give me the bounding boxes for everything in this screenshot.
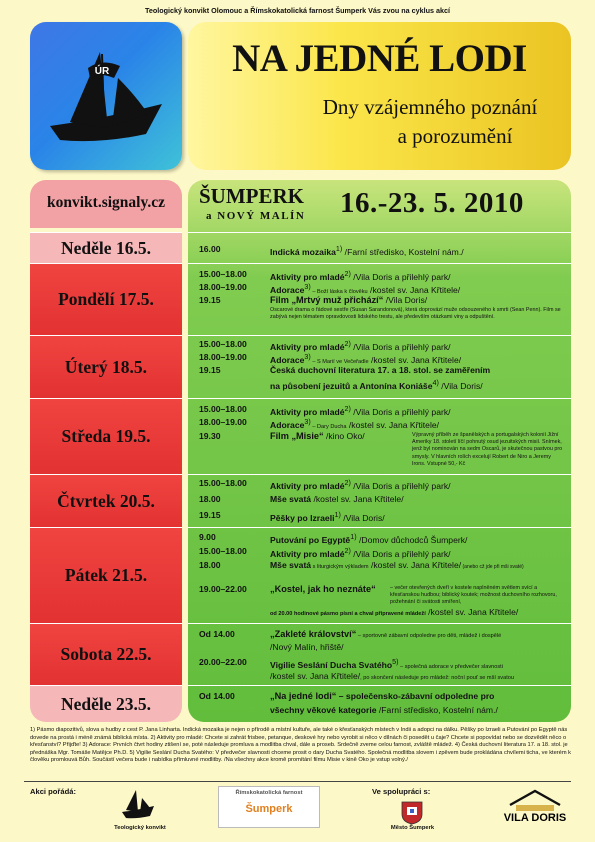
partner1-caption: Město Šumperk	[390, 825, 435, 831]
ship-logo-icon	[30, 22, 182, 170]
event-entry: Mše svatá /kostel sv. Jana Křtitele/	[270, 494, 404, 504]
event-time: Od 14.00	[199, 691, 235, 701]
day-monday-17	[30, 263, 182, 335]
event-entry: Aktivity pro mladé$^{2)}$ /Vila Doris a přilehlý park/	[270, 340, 451, 352]
org1-caption: Teologický konvikt	[114, 825, 166, 831]
event-time: 16.00	[199, 244, 221, 254]
day-friday-21	[30, 527, 182, 623]
event-entry: Pěšky po Izraeli$^{1)}$ /Vila Doris/	[270, 511, 385, 523]
event-entry: /Nový Malín, hřiště/	[270, 642, 344, 652]
day-label: Pátek 21.5.	[64, 565, 148, 585]
ship-icon	[118, 786, 158, 822]
event-entry: od 20.00 hodinové pásmo písní a chval připravené mládeží /kostel sv. Jana Křtitele/	[270, 607, 519, 617]
event-entry: Film „Mrtvý muž přichází“ /Vila Doris/	[270, 295, 428, 305]
event-time: 9.00	[199, 532, 216, 542]
subtitle-line1: Dny vzájemného poznání	[322, 95, 538, 119]
row-divider	[188, 232, 571, 233]
event-entry: Adorace$^{3)}$ – Boží láska k člověku /kostel sv. Jana Křtitele/	[270, 283, 461, 295]
day-tuesday-18	[30, 335, 182, 398]
event-time: 19.15	[199, 365, 221, 375]
city-secondary: a NOVÝ MALÍN	[206, 210, 306, 222]
event-time: 15.00–18.00	[199, 404, 247, 414]
day-label: Pondělí 17.5.	[58, 289, 154, 309]
day-label: Neděle 23.5.	[61, 693, 151, 714]
event-entry: Aktivity pro mladé$^{2)}$ /Vila Doris a přilehlý park/	[270, 270, 451, 282]
event-entry: všechny věkové kategorie /Farní středisko, Kostelní nám./	[270, 705, 498, 715]
event-time: 15.00–18.00	[199, 339, 247, 349]
parish-logo	[218, 786, 320, 828]
event-dates: 16.-23. 5. 2010	[340, 187, 524, 219]
footnotes: 1) Pásmo diapozitivů, slova a hudby z cest P. Jana Linharta. Indická mozaika je nejen o přírodě a místní kultuře, ale také o křesťanských místech v Indii a adopci na dálku. Pěšky po Izraeli a Putování po Egyptě nás dovede na prostá i méně známá biblická místa. 2) Aktivity pro mladé: Chcete si zahrát frisbee, petanque, deskové hry nebo vyrobit si něco v dílnách či posedět u čaje? Chcete si popovídat nebo se dozvědět něco o křesťanství? Přijďte! 3) Adorace: Prvních čtvrt hodiny ztišení se, poté následuje promluva a modlitba chval, dále a proseb. Srdečně zveme celou farnost, zvláště mládež. 4) Česká duchovní literatura 17. a 18. stol. je přednáška Mgr. Tomáše Matějce Ph.D. 5) Vigilie Seslání Ducha Svatého: V předvečer slavnosti chceme prosit o dary Ducha Svatého. Společná modlitba slovem i zpěvem bude prokládána chvílemi ticha, ve kterém k člověku promlouvá Bůh. Součástí večera bude i nabídka přímluvné modlitby. /Na všechny akce kromě promítání filmu Misie v kině Oko je vstup volný./	[30, 727, 572, 764]
event-time: Od 14.00	[199, 629, 235, 639]
day-label: Neděle 16.5.	[61, 237, 151, 258]
event-entry: Mše svatá s liturgickým výkladem /kostel sv. Jana Křtitele/ (anebo cž jde při mši svaté)	[270, 560, 524, 570]
event-entry: Aktivity pro mladé$^{2)}$ /Vila Doris a přilehlý park/	[270, 547, 451, 559]
partners-label: Ve spolupráci s:	[372, 787, 431, 796]
event-time: 20.00–22.00	[199, 657, 247, 667]
day-label: Středa 19.5.	[61, 426, 151, 446]
subtitle-line2: a porozumění	[397, 124, 513, 148]
event-time: 19.15	[199, 295, 221, 305]
org2-caption-bottom: Šumperk	[245, 803, 293, 815]
row-divider	[188, 263, 571, 264]
event-entry: Vigilie Seslání Ducha Svatého$^{5)}$ – společná adorace v předvečer slavnosti	[270, 658, 503, 670]
event-entry: „Zakleté království“ – sportovně zábavní odpoledne pro děti, mládež i dospělé	[270, 629, 502, 639]
row-divider	[188, 335, 571, 336]
day-sunday-23	[30, 685, 182, 722]
event-time: 15.00–18.00	[199, 546, 247, 556]
day-thursday-20	[30, 474, 182, 527]
konvikt-logo	[30, 22, 182, 170]
logo-text: ÚR	[94, 66, 110, 77]
event-description: – večer otevřených dveří v kostele naplněném světlem svící a křesťanskou hudbou; biblický koutek; možnost duchovního rozhovoru, požehnání či svátosti smíření,	[390, 585, 557, 606]
event-time: 19.15	[199, 510, 221, 520]
day-label: Úterý 18.5.	[64, 356, 148, 377]
event-title: NA JEDNÉ LODI	[232, 37, 527, 80]
event-entry: „Kostel, jak ho neznáte“	[270, 584, 376, 594]
event-time: 19.30	[199, 431, 221, 441]
event-entry: Aktivity pro mladé$^{2)}$ /Vila Doris a přilehlý park/	[270, 479, 451, 491]
row-divider	[188, 623, 571, 624]
event-entry: Adorace$^{3)}$ – S Marií ve Večeřadle /kostel sv. Jana Křtitele/	[270, 353, 462, 365]
event-time: 19.00–22.00	[199, 584, 247, 594]
row-divider	[188, 398, 571, 399]
event-time: 18.00	[199, 494, 221, 504]
event-entry: Putování po Egyptě$^{1)}$ /Domov důchodců Šumperk/	[270, 533, 468, 545]
event-entry: Aktivity pro mladé$^{2)}$ /Vila Doris a přilehlý park/	[270, 405, 451, 417]
event-entry: Indická mozaika$^{1)}$ /Farní středisko, Kostelní nám./	[270, 245, 464, 257]
event-description: Oscarové drama o řádové sestře (Susan Sarandonová), která doprovází muže odsouzeného k smrti (Sean Penn). Film se zabývá nejen tématem opravdovosti lidského trestu, ale především otázkami viny a odpuštění.	[270, 307, 561, 321]
organizer-label: Akci pořádá:	[30, 787, 76, 796]
day-label: Sobota 22.5.	[60, 644, 152, 664]
event-description: Výpravný příběh ze španělských a portugalských kolonií Jižní Ameriky 18. století líčí pohnutý osud jezuitských misií. Snímek, jenž byl nominován na sedm Oscarů, je skutečnou pastvou pro smysly. V hlavních rolích excelují Robert de Niro a Jeremy Irons. Vstupné 50,- Kč	[412, 432, 563, 467]
vila-doris-logo	[502, 789, 568, 830]
row-divider	[188, 527, 571, 528]
event-entry: na působení jezuitů a Antonína Koniáše$^{4)}$ /Vila Doris/	[270, 379, 483, 391]
footer-divider	[24, 781, 571, 782]
row-divider	[188, 474, 571, 475]
day-label: Čtvrtek 20.5.	[57, 490, 155, 511]
event-entry: Film „Misie“ /kino Oko/	[270, 431, 365, 441]
day-saturday-22	[30, 623, 182, 685]
day-wednesday-19	[30, 398, 182, 474]
top-invitation-line: Teologický konvikt Olomouc a Římskokatolická farnost Šumperk Vás zvou na cyklus akcí	[144, 6, 451, 15]
org2-caption-top: Římskokatolická farnost	[235, 790, 303, 796]
day-sunday-16	[30, 232, 182, 263]
event-time: 18.00–19.00	[199, 417, 247, 427]
event-entry: Adorace$^{3)}$ – Dary Ducha /kostel sv. Jana Křtitele/	[270, 418, 440, 430]
row-divider	[188, 685, 571, 686]
event-time: 15.00–18.00	[199, 269, 247, 279]
partner2-caption: VILA DORIS	[503, 812, 567, 824]
event-time: 18.00	[199, 560, 221, 570]
event-time: 18.00–19.00	[199, 352, 247, 362]
event-entry: „Na jedné lodi“ – společensko-zábavní odpoledne pro	[270, 691, 495, 701]
city-name: ŠUMPERK	[199, 184, 304, 208]
event-entry: /kostel sv. Jana Křtitele/, po skončení následuje pro mládež: noční pouť se mší svatou	[270, 671, 514, 681]
event-time: 15.00–18.00	[199, 478, 247, 488]
event-entry: Česká duchovní literatura 17. a 18. stol. se zaměřením	[270, 365, 491, 375]
konvikt-footer-logo	[118, 786, 158, 827]
event-time: 18.00–19.00	[199, 282, 247, 292]
website-url[interactable]: konvikt.signaly.cz	[47, 194, 165, 211]
